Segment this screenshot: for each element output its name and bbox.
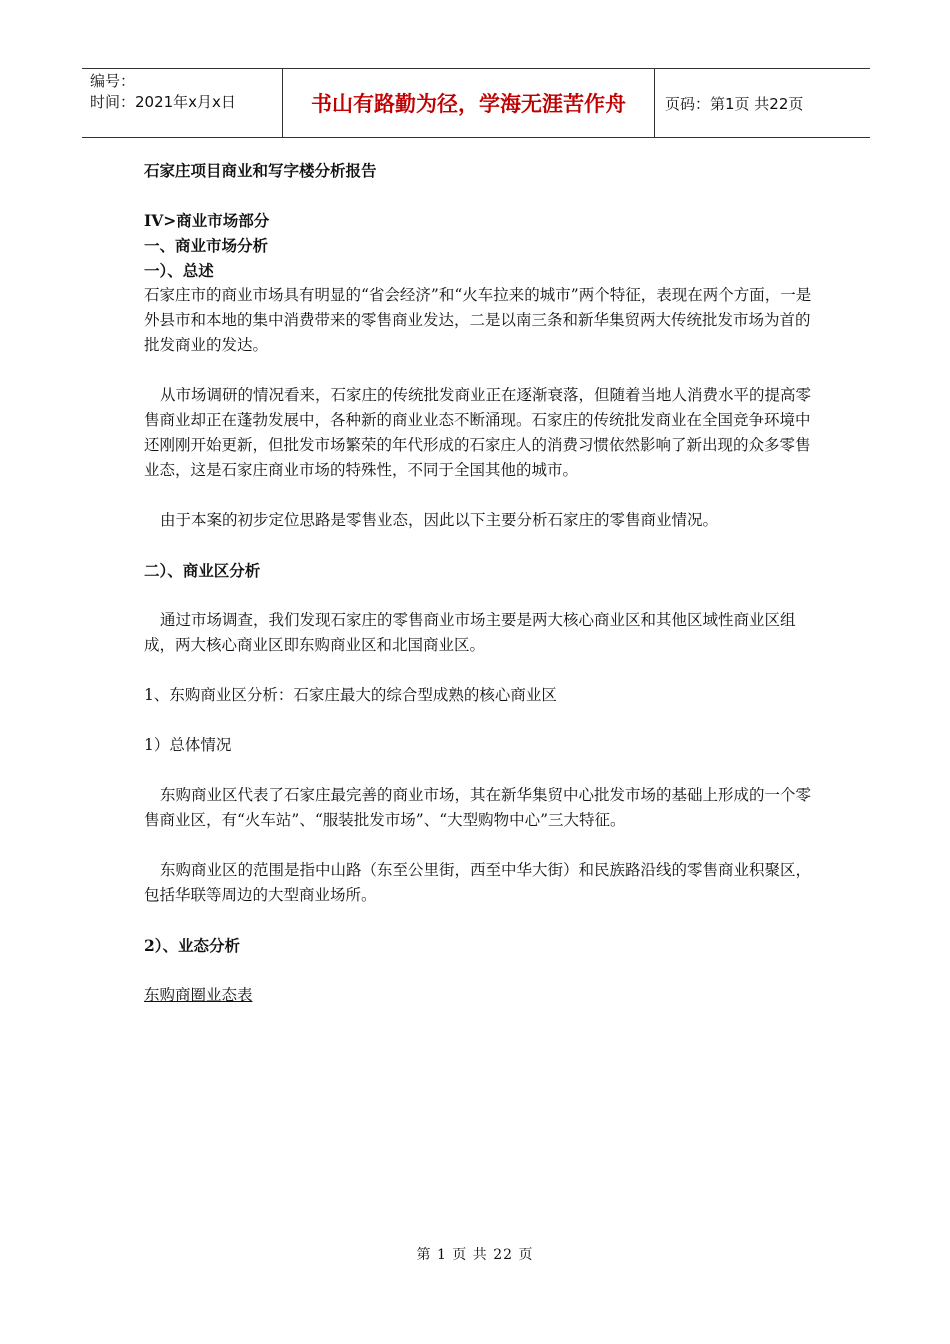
section-heading-1: 一、商业市场分析 bbox=[144, 236, 269, 255]
document-title: 石家庄项目商业和写字楼分析报告 bbox=[144, 161, 377, 180]
page-header bbox=[82, 68, 870, 138]
paragraph-5: 东购商业区代表了石家庄最完善的商业市场，其在新华集贸中心批发市场的基础上形成的一个零售商业区，有“火车站”、“服装批发市场”、“大型购物中心”三大特征。 bbox=[144, 786, 812, 829]
table-title-link[interactable]: 东购商圈业态表 bbox=[144, 986, 253, 1004]
document-body bbox=[144, 158, 814, 1008]
date-label: 时间：2021年x月x日 bbox=[90, 93, 236, 111]
paragraph-2: 从市场调研的情况看来，石家庄的传统批发商业正在逐渐衰落，但随着当地人消费水平的提高零售商业却正在蓬勃发展中，各种新的商业业态不断涌现。石家庄的传统批发商业在全国竞争环境中还刚刚开始更新，但批发市场繁荣的年代形成的石家庄人的消费习惯依然影响了新出现的众多零售业态，这是石家庄商业市场的特殊性，不同于全国其他的城市。 bbox=[144, 386, 812, 479]
item-heading-1: 1、东购商业区分析：石家庄最大的综合型成熟的核心商业区 bbox=[144, 686, 557, 704]
item-subheading-2: 2）、业态分析 bbox=[144, 936, 241, 955]
header-page-info: 页码：第1页 共22页 bbox=[665, 94, 804, 113]
header-motto: 书山有路勤为径，学海无涯苦作舟 bbox=[282, 69, 655, 137]
part-heading: IV>商业市场部分 bbox=[144, 211, 270, 230]
page-footer: 第 1 页 共 22 页 bbox=[416, 1247, 534, 1263]
number-label: 编号： bbox=[90, 72, 136, 90]
paragraph-3: 由于本案的初步定位思路是零售业态，因此以下主要分析石家庄的零售商业情况。 bbox=[160, 511, 719, 529]
header-meta bbox=[82, 69, 282, 137]
paragraph-4: 通过市场调查，我们发现石家庄的零售商业市场主要是两大核心商业区和其他区域性商业区组成，两大核心商业区即东购商业区和北国商业区。 bbox=[144, 611, 796, 654]
paragraph-6: 东购商业区的范围是指中山路（东至公里街，西至中华大街）和民族路沿线的零售商业积聚区，包括华联等周边的大型商业场所。 bbox=[144, 861, 812, 904]
subsection-heading-1: 一）、总述 bbox=[144, 261, 214, 280]
item-subheading-1: 1）总体情况 bbox=[144, 736, 232, 754]
paragraph-1: 石家庄市的商业市场具有明显的“省会经济”和“火车拉来的城市”两个特征，表现在两个方面，一是外县市和本地的集中消费带来的零售商业发达，二是以南三条和新华集贸两大传统批发市场为首的批发商业的发达。 bbox=[144, 286, 812, 354]
subsection-heading-2: 二）、商业区分析 bbox=[144, 561, 261, 580]
